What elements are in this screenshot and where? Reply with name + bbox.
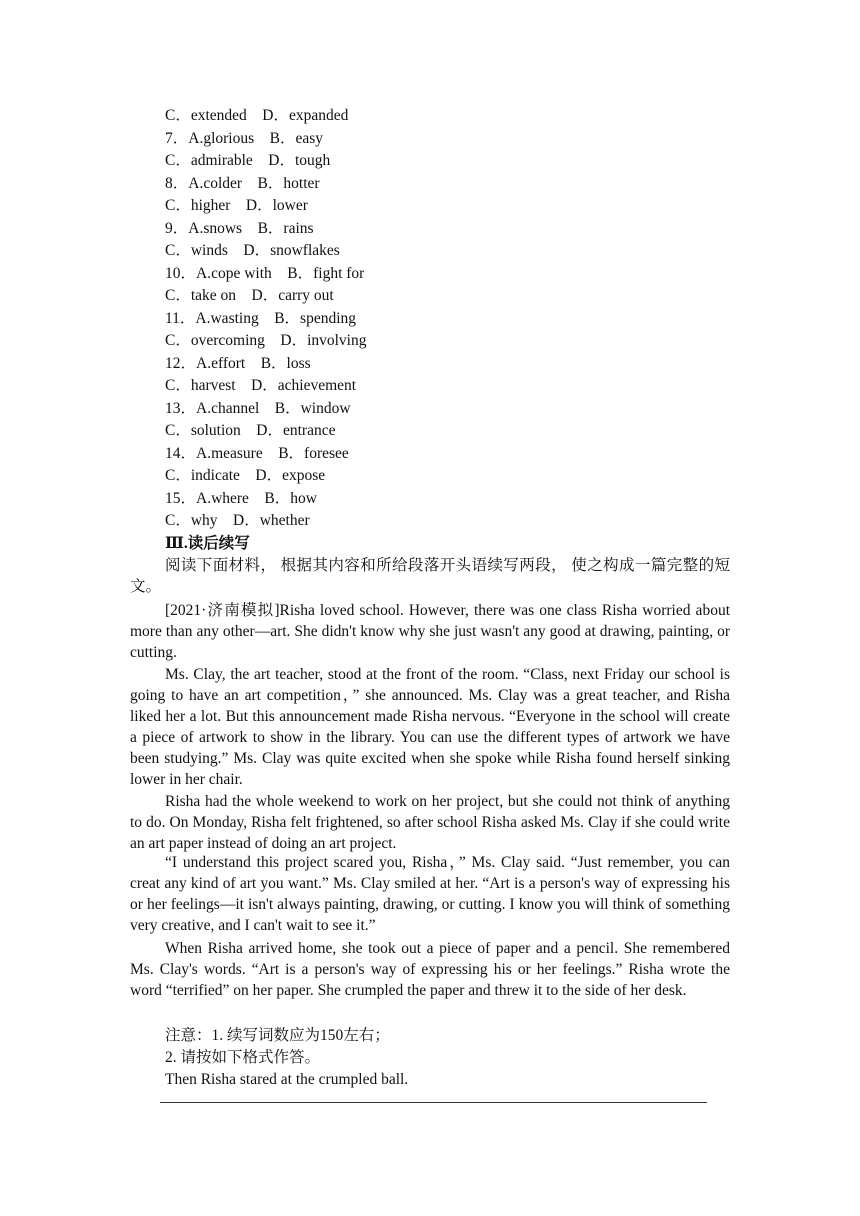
option-line: C．overcoming D．involving [165,332,367,349]
option-line: 13．A.channel B．window [165,400,351,417]
option-line: 10．A.cope with B．fight for [165,265,365,282]
option-line: 8．A.colder B．hotter [165,175,320,192]
option-line: 12．A.effort B．loss [165,355,311,372]
story-paragraph: Risha had the whole weekend to work on her project, but she could not think of anything to do. On Monday, Risha felt frightened, so after school Risha asked Ms. Clay if she could write an art paper instead of doing an art project. [130,793,730,852]
note-line: 注意：1. 续写词数应为150左右； [165,1027,390,1044]
option-line: 9．A.snows B．rains [165,220,314,237]
option-line: C．solution D．entrance [165,422,336,439]
story-paragraph: When Risha arrived home, she took out a piece of paper and a pencil. She remembered Ms. Clay's words. “Art is a person's way of expressing his or her feelings.” Risha wrote the word “terrified” on her paper. She crumpled the paper and threw it to the side of her desk. [130,940,730,999]
story-paragraph: Ms. Clay, the art teacher, stood at the front of the room. “Class, next Friday our school is going to have an art competition，” she announced. Ms. Clay was a great teacher, and Risha liked her a lot. But this announcement made Risha nervous. “Everyone in the school will create a piece of artwork to show in the library. You can use the different types of artwork we have been studying.” Ms. Clay was quite excited when she spoke while Risha found herself sinking lower in her chair. [130,666,730,788]
continuation-opening: Then Risha stared at the crumpled ball. [165,1071,409,1088]
story-paragraph: “I understand this project scared you, Risha，” Ms. Clay said. “Just remember, you can creat any kind of art you want.” Ms. Clay smiled at her. “Art is a person's way of expressing his or her feelings—it isn't always painting, drawing, or cutting. I know you will think of something very creative, and I can't wait to see it.” [130,854,730,934]
section-heading: Ⅲ.读后续写 [165,535,250,552]
note-line: 2. 请按如下格式作答。 [165,1049,321,1066]
option-line: C．why D．whether [165,512,310,529]
story-paragraph: [2021·济南模拟]Risha loved school. However, there was one class Risha worried about more than any other—art. She didn't know why she just wasn't any good at drawing, painting, or cutting. [130,602,730,661]
option-line: C．winds D．snowflakes [165,242,340,259]
answer-line [160,1102,707,1103]
option-line: C．indicate D．expose [165,467,326,484]
option-line: C．admirable D．tough [165,152,331,169]
option-line: C．extended D．expanded [165,107,349,124]
instruction-paragraph: 阅读下面材料， 根据其内容和所给段落开头语续写两段， 使之构成一篇完整的短文。 [130,557,730,595]
option-line: C．harvest D．achievement [165,377,357,394]
option-line: 11．A.wasting B．spending [165,310,357,327]
option-line: 15．A.where B．how [165,490,317,507]
option-line: C．take on D．carry out [165,287,334,304]
option-line: 14．A.measure B．foresee [165,445,349,462]
option-line: C．higher D．lower [165,197,308,214]
option-line: 7．A.glorious B．easy [165,130,324,147]
